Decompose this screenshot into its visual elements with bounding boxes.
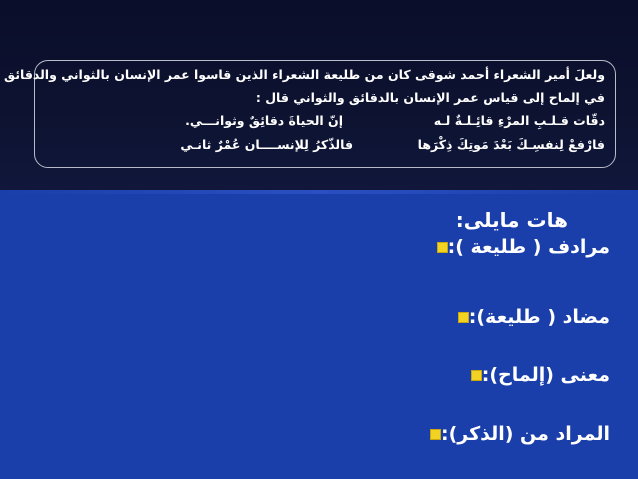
square-bullet-icon [458,312,469,323]
task-label: المراد من (الذكر): [440,423,610,445]
verse-1-first-hemistich: دقّات قـلـبِ المرْءِ قائِـلـةٌ لـه [433,113,605,128]
task-label: معنى (إلماح): [481,364,610,386]
exercise-heading: هات مايلى: [455,208,568,232]
square-bullet-icon [471,370,482,381]
quote-line-2: في إلماح إلى قياس عمر الإنسان بالدقائق والثواني قال : [255,90,605,105]
square-bullet-icon [437,242,448,253]
band-divider [0,190,638,194]
task-item-meaning [455,360,610,390]
task-item-intended-meaning [414,419,610,449]
task-item-synonym [421,232,610,262]
task-item-antonym [442,302,610,332]
quote-box [4,60,616,168]
verse-2-first-hemistich: فارْفعْ لِنفسِـكَ بَعْدَ مَوتِكَ ذِكْرَها [417,137,605,152]
square-bullet-icon [430,429,441,440]
task-label: مرادف ( طليعة ): [447,236,610,258]
verse-2-second-hemistich: فالذّكرُ لِلإنســــان عُمْرٌ ثانـي [180,137,353,152]
task-label: مضاد ( طليعة): [468,306,610,328]
verse-1-second-hemistich: إنّ الحياةَ دقائِقٌ وثوانـــي. [185,113,343,128]
quote-line-1: ولعلَ أمير الشعراء أحمد شوقى كان من طليعة الشعراء الذين قاسوا عمر الإنسان بالثواني والدقائق [4,67,605,82]
